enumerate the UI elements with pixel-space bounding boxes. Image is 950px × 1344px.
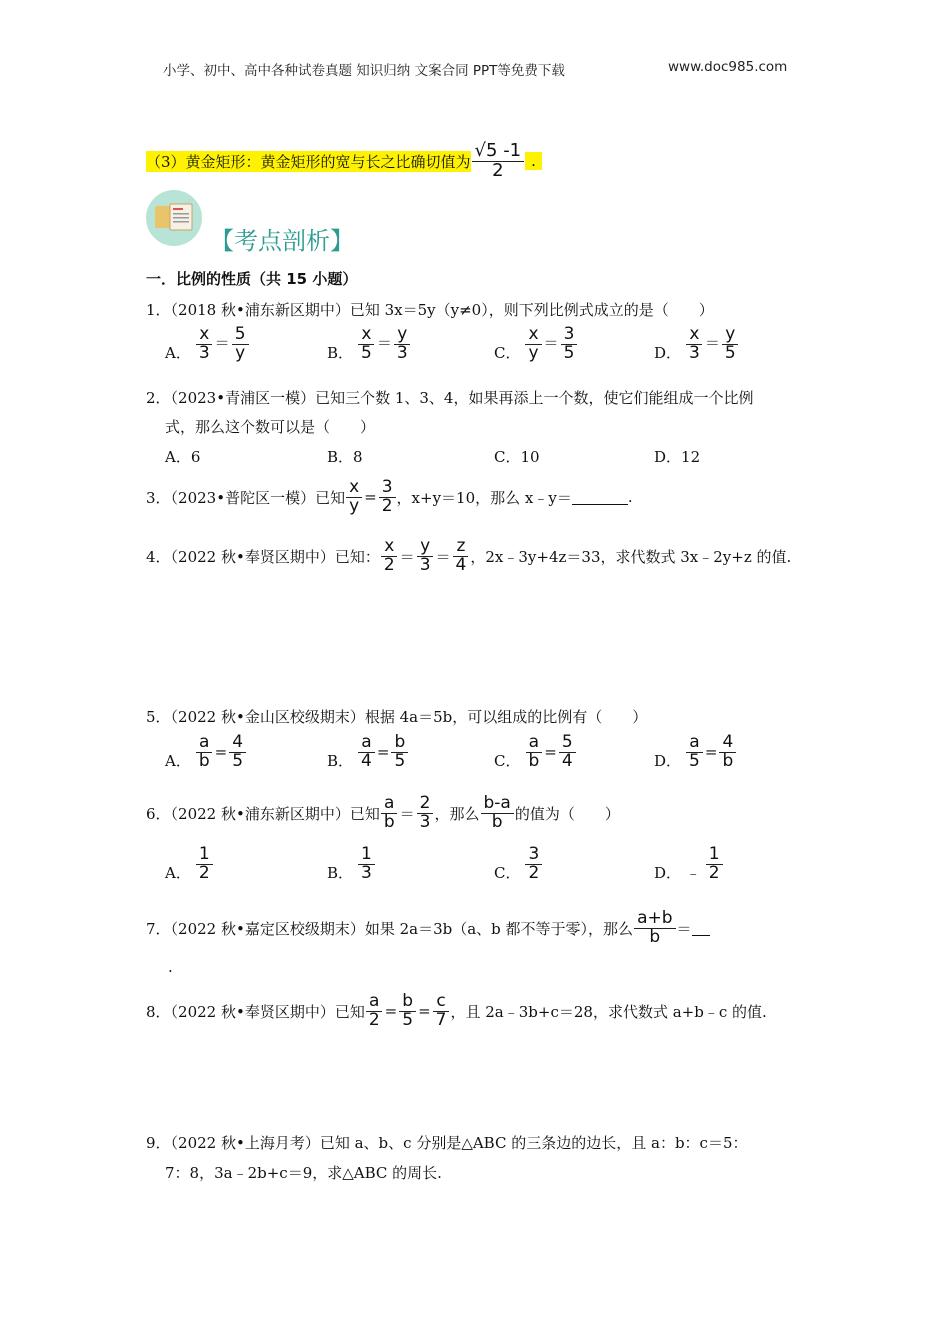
option-frac-left: $\frac{x}{3}$ xyxy=(686,326,703,363)
q2-option-c: C．10 xyxy=(494,448,540,466)
q1-option-a: A． $\frac{x}{3}$ ＝ $\frac{5}{y}$ xyxy=(165,326,250,363)
option-frac-left: $\frac{x}{y}$ xyxy=(525,326,541,363)
q7-answer-blank[interactable] xyxy=(692,921,710,936)
q8-frac-3: $\frac{c}{7}$ xyxy=(433,993,450,1030)
q3-line: 3．（2023•普陀区一模）已知 $\frac{x}{y}$ = $\frac{3}{2}$ ，x+y＝10，那么 x﹣y＝ . xyxy=(146,476,633,516)
q2-line2: 式，那么这个数可以是（ ） xyxy=(165,418,376,436)
option-frac-right: $\frac{y}{5}$ xyxy=(722,326,739,363)
option-frac-right: $\frac{3}{5}$ xyxy=(561,326,578,363)
q6-post: 的值为（ ） xyxy=(514,804,620,823)
q4-frac-1: $\frac{x}{2}$ xyxy=(381,538,398,575)
option-frac-right: $\frac{4}{5}$ xyxy=(229,734,246,771)
q1-option-d: D． $\frac{x}{3}$ ＝ $\frac{y}{5}$ xyxy=(654,326,740,363)
q7-post: ＝ xyxy=(676,919,692,938)
q6-frac-1: $\frac{a}{b}$ xyxy=(381,795,398,832)
q7-end: . xyxy=(168,958,173,976)
option-label: D． ﹣ xyxy=(654,863,701,882)
option-frac-left: $\frac{a}{b}$ xyxy=(196,734,213,771)
q3-answer-blank[interactable] xyxy=(572,490,628,505)
q2-option-a: A．6 xyxy=(165,448,201,466)
option-label: D． xyxy=(654,343,682,362)
q1-text: 1．（2018 秋•浦东新区期中）已知 3x＝5y（y≠0），则下列比例式成立的是（ ） xyxy=(146,301,714,319)
q8-frac-2: $\frac{b}{5}$ xyxy=(399,993,416,1030)
option-frac: $\frac{1}{2}$ xyxy=(706,846,723,883)
q8-pre: 8．（2022 秋•奉贤区期中）已知 xyxy=(146,1002,365,1021)
header-right[interactable]: www.doc985.com xyxy=(668,59,788,75)
option-frac-left: $\frac{a}{4}$ xyxy=(358,734,375,771)
q2-option-b: B．8 xyxy=(327,448,363,466)
q6-line: 6．（2022 秋•浦东新区期中）已知 $\frac{a}{b}$ ＝ $\frac{2}{3}$ ，那么 $\frac{b-a}{b}$ 的值为（ ） xyxy=(146,792,620,832)
q3-frac-1: $\frac{x}{y}$ xyxy=(346,479,362,516)
q6-frac-2: $\frac{2}{3}$ xyxy=(417,795,434,832)
option-frac-right: $\frac{b}{5}$ xyxy=(391,734,408,771)
golden-end: . xyxy=(525,152,542,170)
golden-ratio-line xyxy=(146,138,542,184)
q6-mid: ，那么 xyxy=(434,804,480,823)
q6-option-a xyxy=(165,846,214,883)
option-label: C． xyxy=(494,343,521,362)
option-label: C． xyxy=(494,863,521,882)
q8-line: 8．（2022 秋•奉贤区期中）已知 $\frac{a}{2}$ = $\frac{b}{5}$ = $\frac{c}{7}$ ，且 2a﹣3b+c＝28，求代数式 a+b﹣c 的值. xyxy=(146,990,767,1030)
option-label: C． xyxy=(494,751,521,770)
q1-option-c: C． $\frac{x}{y}$ ＝ $\frac{3}{5}$ xyxy=(494,326,578,363)
q4-frac-3: $\frac{z}{4}$ xyxy=(453,538,470,575)
golden-num: √5 -1 xyxy=(472,142,525,162)
option-label: B． xyxy=(327,751,354,770)
option-frac-left: $\frac{a}{5}$ xyxy=(686,734,703,771)
q6-frac-3: $\frac{b-a}{b}$ xyxy=(481,795,514,832)
q4-line: 4．（2022 秋•奉贤区期中）已知： $\frac{x}{2}$ ＝ $\frac{y}{3}$ ＝ $\frac{z}{4}$ ，2x﹣3y+4z＝33，求代数式 3x﹣2y+z 的值. xyxy=(146,535,792,575)
q6-option-c xyxy=(494,846,543,883)
q6-pre: 6．（2022 秋•浦东新区期中）已知 xyxy=(146,804,380,823)
option-frac-right: $\frac{y}{3}$ xyxy=(394,326,411,363)
section-title: 【考点剖析】 xyxy=(210,227,354,255)
q9-line2: 7：8，3a﹣2b+c＝9，求△ABC 的周长. xyxy=(165,1164,442,1182)
q5-option-c: C． $\frac{a}{b}$ = $\frac{5}{4}$ xyxy=(494,734,577,771)
q4-frac-2: $\frac{y}{3}$ xyxy=(417,538,434,575)
option-frac-right: $\frac{5}{4}$ xyxy=(559,734,576,771)
option-label: A． xyxy=(165,863,191,882)
option-frac-right: $\frac{4}{b}$ xyxy=(719,734,736,771)
q4-pre: 4．（2022 秋•奉贤区期中）已知： xyxy=(146,547,380,566)
q3-pre: 3．（2023•普陀区一模）已知 xyxy=(146,488,346,507)
q1-option-b: B． $\frac{x}{5}$ ＝ $\frac{y}{3}$ xyxy=(327,326,412,363)
q3-frac-2: $\frac{3}{2}$ xyxy=(379,479,396,516)
notes-icon xyxy=(146,190,202,246)
q3-end: . xyxy=(627,488,633,506)
option-frac: $\frac{1}{3}$ xyxy=(358,846,375,883)
q5-text: 5．（2022 秋•金山区校级期末）根据 4a＝5b，可以组成的比例有（ ） xyxy=(146,708,648,726)
q7-pre: 7．（2022 秋•嘉定区校级期末）如果 2a＝3b（a、b 都不等于零），那么 xyxy=(146,919,634,938)
q9-line1: 9．（2022 秋•上海月考）已知 a、b、c 分别是△ABC 的三条边的边长，且 a：b：c＝5： xyxy=(146,1134,748,1152)
option-frac: $\frac{1}{2}$ xyxy=(196,846,213,883)
q5-option-a: A． $\frac{a}{b}$ = $\frac{4}{5}$ xyxy=(165,734,247,771)
option-label: D． xyxy=(654,751,682,770)
option-label: B． xyxy=(327,863,354,882)
golden-den: 2 xyxy=(492,159,504,181)
golden-fraction xyxy=(472,139,525,181)
q6-option-d xyxy=(654,846,724,883)
q8-frac-1: $\frac{a}{2}$ xyxy=(366,993,383,1030)
q3-post: ，x+y＝10，那么 x﹣y＝ xyxy=(396,488,572,507)
q4-post: ，2x﹣3y+4z＝33，求代数式 3x﹣2y+z 的值. xyxy=(470,547,792,566)
option-frac-left: $\frac{x}{5}$ xyxy=(358,326,375,363)
option-frac-left: $\frac{x}{3}$ xyxy=(196,326,213,363)
option-label: A． xyxy=(165,751,191,770)
option-frac-left: $\frac{a}{b}$ xyxy=(525,734,542,771)
option-frac-right: $\frac{5}{y}$ xyxy=(232,326,249,363)
option-label: A． xyxy=(165,343,191,362)
q7-line xyxy=(146,905,710,951)
q7-frac: $\frac{a+b}{b}$ xyxy=(634,910,675,947)
golden-text: （3）黄金矩形：黄金矩形的宽与长之比确切值为 xyxy=(146,152,471,171)
q2-line1: 2．（2023•青浦区一模）已知三个数 1、3、4，如果再添上一个数，使它们能组成一个比例 xyxy=(146,389,754,407)
q5-option-d: D． $\frac{a}{5}$ = $\frac{4}{b}$ xyxy=(654,734,737,771)
option-frac: $\frac{3}{2}$ xyxy=(525,846,542,883)
q8-post: ，且 2a﹣3b+c＝28，求代数式 a+b﹣c 的值. xyxy=(450,1002,767,1021)
header-left: 小学、初中、高中各种试卷真题 知识归纳 文案合同 PPT等免费下载 xyxy=(163,63,565,79)
q5-option-b: B． $\frac{a}{4}$ = $\frac{b}{5}$ xyxy=(327,734,409,771)
option-label: B． xyxy=(327,343,354,362)
q6-option-b xyxy=(327,846,376,883)
q2-option-d: D．12 xyxy=(654,448,701,466)
section-heading: 一．比例的性质（共 15 小题） xyxy=(146,270,358,288)
